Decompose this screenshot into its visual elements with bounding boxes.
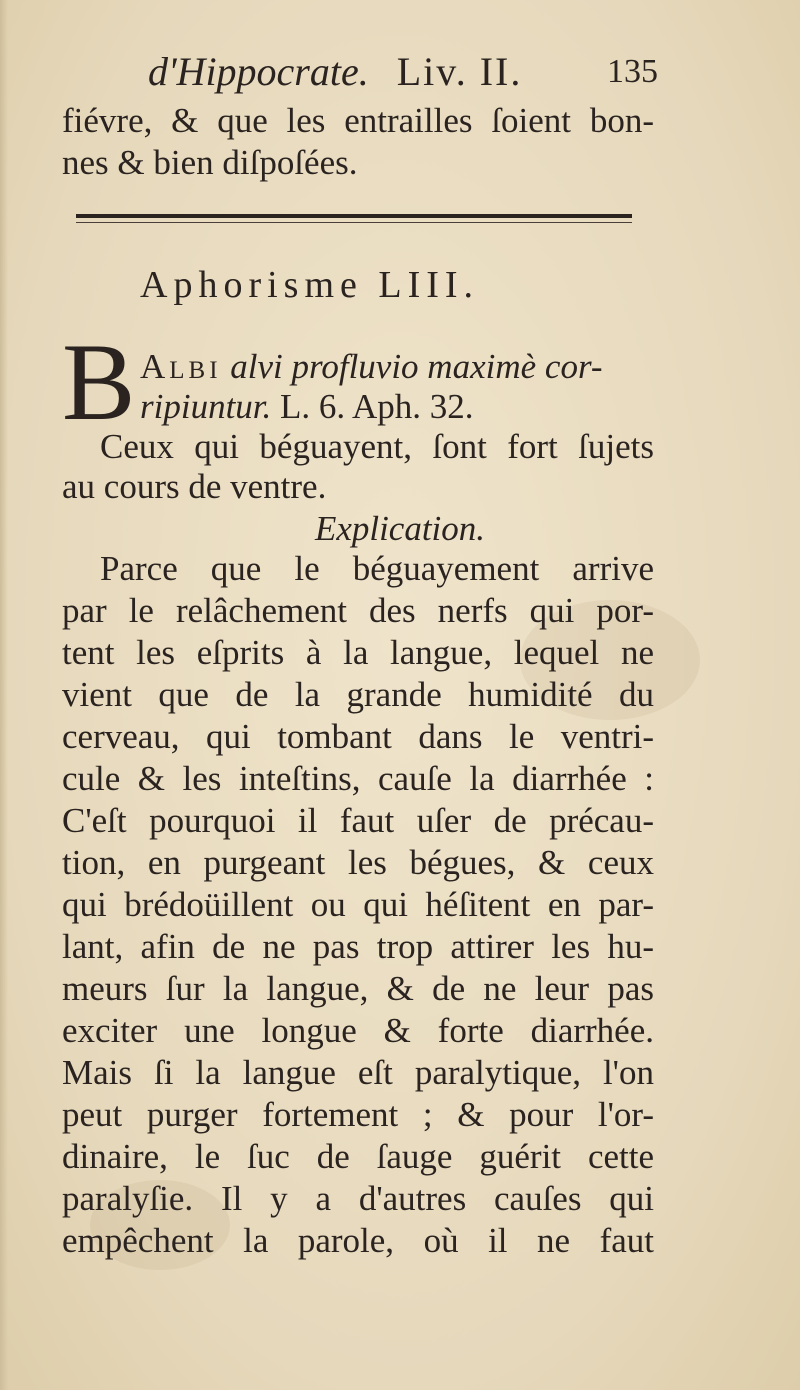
explication-line: meurs ſur la langue, & de ne leur pas [62, 969, 654, 1008]
section-rule-thin [76, 222, 632, 223]
explication-line: vient que de la grande humidité du [62, 675, 654, 714]
latin-text: ripiuntur. [140, 387, 272, 426]
explication-line: empêchent la parole, où il ne faut [62, 1221, 654, 1260]
previous-text-line: fiévre, & que les entrailles ſoient bon- [62, 101, 654, 140]
explication-line: C'eſt pourquoi il faut uſer de précau- [62, 801, 654, 840]
translation-line: Ceux qui béguayent, ſont fort ſujets [100, 427, 654, 466]
explication-line: cerveau, qui tombant dans le ventri- [62, 717, 654, 756]
latin-start: Albi [140, 347, 222, 386]
page-number: 135 [607, 53, 658, 90]
explication-line: exciter une longue & forte diarrhée. [62, 1011, 654, 1050]
aphorism-reference: L. 6. Aph. 32. [280, 387, 474, 426]
explication-line: peut purger fortement ; & pour l'or- [62, 1095, 654, 1134]
book-reference: Liv. II. [396, 49, 523, 94]
explication-line: qui brédoüillent ou qui héſitent en par- [62, 885, 654, 924]
aphorism-title: Aphorisme LIII. [140, 264, 480, 306]
explication-line: par le relâchement des nerfs qui por- [62, 591, 654, 630]
drop-cap: B [62, 321, 136, 443]
translation-line: au cours de ventre. [62, 467, 327, 506]
explication-line: Mais ſi la langue eſt paralytique, l'on [62, 1053, 654, 1092]
explication-line: dinaire, le ſuc de ſauge guérit cette [62, 1137, 654, 1176]
latin-aphorism-line [140, 346, 654, 388]
binding-edge [0, 0, 8, 1390]
explication-line: cule & les inteſtins, cauſe la diarrhée : [62, 759, 654, 798]
latin-aphorism-line [140, 386, 654, 428]
explication-line: paralyſie. Il y a d'autres cauſes qui [62, 1179, 654, 1218]
previous-text-line: nes & bien diſpoſées. [62, 143, 358, 182]
explication-line: tion, en purgeant les bégues, & ceux [62, 843, 654, 882]
explication-line: Parce que le béguayement arrive [100, 549, 654, 588]
running-header [148, 48, 658, 96]
explication-line: lant, afin de ne pas trop attirer les hu- [62, 927, 654, 966]
explication-line: tent les eſprits à la langue, lequel ne [62, 633, 654, 672]
running-title: d'Hippocrate. [148, 49, 369, 94]
section-rule [76, 214, 632, 218]
latin-text: alvi profluvio maximè cor- [230, 347, 603, 386]
explication-heading: Explication. [314, 509, 486, 548]
